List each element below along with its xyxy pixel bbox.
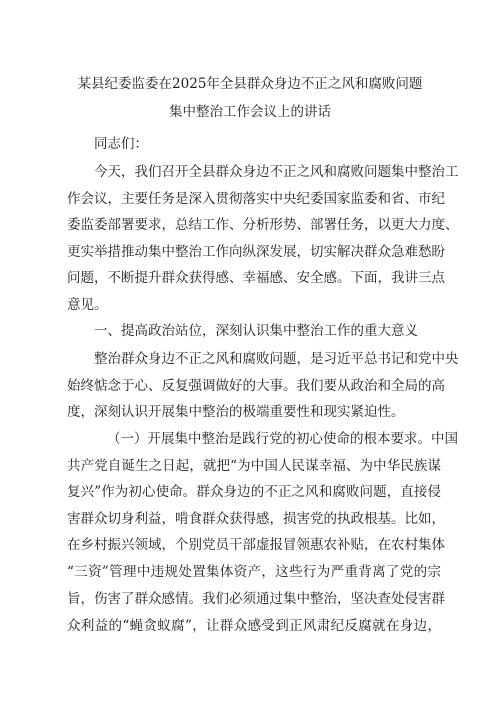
document-title-line-1: 某县纪委监委在2025年全县群众身边不正之风和腐败问题 [77, 76, 423, 92]
body-line-9: 始终惦念于心、反复强调做好的大事。我们要从政治和全局的高 [67, 378, 445, 394]
body-line-4: 更实举措推动集中整治工作向纵深发展，切实解决群众急难愁盼 [67, 244, 445, 260]
body-line-1: 今天，我们召开全县群众身边不正之风和腐败问题集中整治工 [94, 164, 459, 180]
body-line-10: 度，深刻认识开展集中整治的极端重要性和现实紧迫性。 [67, 404, 405, 420]
body-line-6: 意见。 [67, 297, 108, 313]
body-line-12: 共产党自诞生之日起，就把“为中国人民谋幸福、为中华民族谋 [67, 458, 441, 474]
body-line-14: 害群众切身利益，啃食群众获得感，损害党的执政根基。比如， [67, 511, 445, 527]
body-line-3: 委监委部署要求，总结工作、分析形势、部署任务，以更大力度、 [67, 217, 459, 233]
body-line-17: 旨，伤害了群众感情。我们必须通过集中整治，坚决查处侵害群 [67, 591, 445, 607]
section-heading-1: 一、提高政治站位，深刻认识集中整治工作的重大意义 [94, 323, 418, 339]
body-line-15: 在乡村振兴领域，个别党员干部虚报冒领惠农补贴，在农村集体 [67, 537, 445, 553]
body-line-8: 整治群众身边不正之风和腐败问题，是习近平总书记和党中央 [94, 351, 459, 367]
body-line-13: 复兴”作为初心使命。群众身边的不正之风和腐败问题，直接侵 [67, 484, 441, 500]
body-line-18: 众利益的“蝇贪蚁腐”，让群众感受到正风肃纪反腐就在身边， [67, 618, 441, 634]
body-line-5: 问题，不断提升群众获得感、幸福感、安全感。下面，我讲三点 [67, 270, 445, 286]
document-title-line-2: 集中整治工作会议上的讲话 [169, 104, 331, 120]
salutation: 同志们： [94, 136, 148, 152]
body-line-16: “三资”管理中违规处置集体资产，这些行为严重背离了党的宗 [67, 564, 441, 580]
body-line-2: 作会议，主要任务是深入贯彻落实中央纪委国家监委和省、市纪 [67, 191, 445, 207]
subsection-heading-1: （一）开展集中整治是践行党的初心使命的根本要求。中国 [107, 431, 458, 447]
